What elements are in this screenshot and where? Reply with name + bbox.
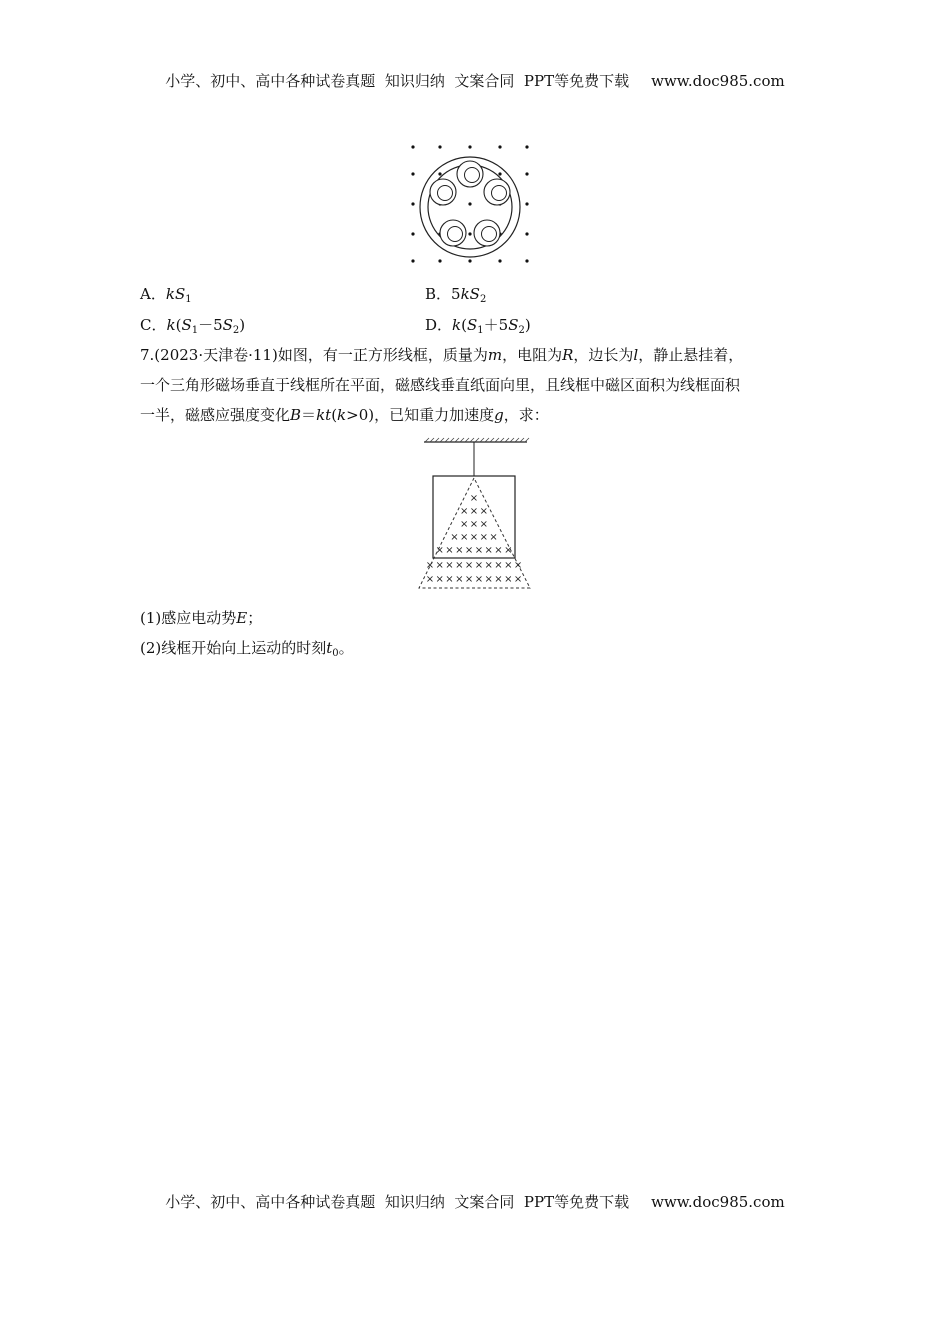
field-dot [468,202,471,205]
field-dot [468,259,471,262]
field-cross: × [513,560,523,571]
field-cross: × [469,506,479,517]
field-cross: × [479,519,488,530]
field-cross: × [474,560,484,571]
field-cross: × [455,545,464,556]
field-dot [411,172,414,175]
field-cross: × [445,560,454,571]
option-c-s2: S [222,316,233,334]
field-cross: × [445,545,454,556]
hatch-line [435,438,439,442]
field-crosses [426,493,523,585]
q7-line-1 [140,344,743,365]
q7-l3-end: ，求： [503,406,549,424]
field-dot [411,259,414,262]
hatch-line [505,438,509,442]
field-cross: × [460,532,469,543]
option-d-close: ) [524,316,531,334]
footer-text: 小学、初中、高中各种试卷真题 知识归纳 文案合同 PPT等免费下载 [165,1193,630,1211]
hatch-line [480,438,484,442]
hatch-line [440,438,444,442]
option-a-sub: 1 [185,294,192,305]
q7-eq: ＝ [301,406,317,424]
page-header [0,70,950,91]
option-b [425,283,486,304]
hatch-line [520,438,524,442]
field-cross: × [455,574,464,585]
figure-frame-diagram [415,438,545,593]
hatch-line [515,438,519,442]
field-cross: × [494,545,503,556]
option-b-num: 5 [451,285,461,303]
field-cross: × [474,545,484,556]
q7-sub1-end: ； [247,609,263,627]
field-cross: × [464,560,474,571]
field-cross: × [435,560,444,571]
field-dot [438,172,441,175]
hatch-line [430,438,434,442]
field-cross: × [489,532,498,543]
q7-resistance: R [562,346,574,364]
header-site: www.doc985.com [651,72,785,90]
option-d-op: ＋5 [483,316,509,334]
option-d [425,314,531,335]
hatch-line [450,438,454,442]
q7-k: k [337,406,347,424]
field-dot [411,145,414,148]
figure-ring-diagram [405,140,535,275]
field-cross: × [445,574,454,585]
q7-sub1-text: (1)感应电动势 [140,609,237,627]
q7-l1-c: ，边长为 [573,346,634,364]
field-dot [411,232,414,235]
field-cross: × [464,545,474,556]
hatch-line [490,438,494,442]
option-d-k: k [452,316,462,334]
hatch-line [425,438,429,442]
field-dot [498,172,501,175]
field-cross: × [484,545,493,556]
option-d-sub1: 1 [477,325,484,336]
option-c [140,314,245,335]
option-c-label: C． [140,316,167,334]
q7-l1-d: ，静止悬挂着， [638,346,744,364]
field-cross: × [484,560,493,571]
field-cross: × [513,574,523,585]
hatch-line [485,438,489,442]
q7-cond: >0)，已知重力加速度 [346,406,495,424]
hatch-line [465,438,469,442]
option-d-open: ( [461,316,467,334]
field-cross: × [469,532,479,543]
field-cross: × [455,560,464,571]
field-dot [525,172,528,175]
option-a-s: S [174,285,186,303]
field-cross: × [479,506,488,517]
field-cross: × [425,560,435,571]
q7-t-sub: 0 [332,648,339,659]
q7-sub2-text: (2)线框开始向上运动的时刻 [140,639,327,657]
option-a [140,283,192,304]
field-cross: × [450,532,459,543]
option-c-sub1: 1 [191,325,199,336]
q7-sub-2 [140,637,354,658]
field-cross: × [484,574,493,585]
field-dot [525,232,528,235]
field-dot [468,145,471,148]
hatch-line [460,438,464,442]
field-cross: × [425,574,435,585]
field-dot [498,259,501,262]
field-cross: × [460,519,469,530]
option-b-k: k [460,285,470,303]
field-cross: × [494,574,503,585]
q7-mass: m [487,346,503,364]
option-a-k: k [165,285,175,303]
hatch-line [500,438,504,442]
q7-kt: kt [316,406,332,424]
field-cross: × [469,493,479,504]
q7-open: ( [331,406,338,424]
page-footer [0,1191,950,1212]
field-cross: × [479,532,488,543]
option-d-sub2: 2 [518,325,525,336]
q7-length: l [633,346,639,364]
option-d-label: D． [425,316,453,334]
field-cross: × [460,506,469,517]
hatch-line [470,438,474,442]
field-cross: × [474,574,484,585]
hatch-line [455,438,459,442]
option-c-op: －5 [198,316,223,334]
hatch-line [510,438,514,442]
option-a-label: A． [140,285,166,303]
option-d-s1: S [466,316,478,334]
hatch-line [525,438,529,442]
option-c-sub2: 2 [232,325,240,336]
field-dot [468,232,471,235]
option-d-s2: S [508,316,519,334]
field-cross: × [504,560,513,571]
q7-t: t [326,639,333,657]
option-c-s1: S [181,316,192,334]
field-cross: × [435,574,444,585]
field-dot [525,145,528,148]
q7-l1-a: 7.(2023·天津卷·11)如图，有一正方形线框，质量为 [140,346,488,364]
field-cross: × [494,560,503,571]
header-text: 小学、初中、高中各种试卷真题 知识归纳 文案合同 PPT等免费下载 [165,72,630,90]
option-b-label: B． [425,285,452,303]
option-c-open: ( [175,316,182,334]
field-dot [438,259,441,262]
field-cross: × [504,574,513,585]
footer-site: www.doc985.com [651,1193,785,1211]
field-cross: × [464,574,474,585]
q7-line-3 [140,404,549,425]
q7-g: g [494,406,504,424]
hatch-line [445,438,449,442]
field-dot [525,259,528,262]
q7-sub-1 [140,607,262,628]
q7-b: B [290,406,302,424]
field-dot [411,202,414,205]
option-b-sub: 2 [479,294,487,305]
option-c-close: ) [239,316,246,334]
hatch-line [475,438,479,442]
q7-emf: E [236,609,248,627]
q7-l3-a: 一半，磁感应强度变化 [140,406,291,424]
field-cross: × [469,519,479,530]
field-cross: × [504,545,513,556]
field-dot [525,202,528,205]
field-dot [498,145,501,148]
ceiling-hatch [425,438,529,442]
option-c-k: k [166,316,176,334]
q7-line-2: 一个三角形磁场垂直于线框所在平面，磁感线垂直纸面向里，且线框中磁区面积为线框面积 [140,376,741,394]
q7-sub2-end: 。 [338,639,354,657]
q7-l1-b: ，电阻为 [502,346,563,364]
option-b-s: S [469,285,480,303]
hatch-line [495,438,499,442]
field-cross: × [435,545,444,556]
field-dot [438,145,441,148]
